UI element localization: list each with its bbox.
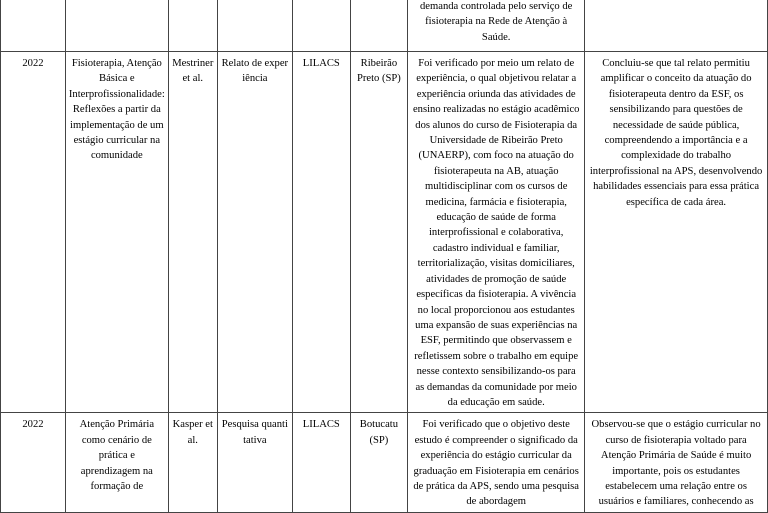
cell-conclusion: Concluiu-se que tal relato permitiu amplificar o conceito da atuação do fisioterapeuta dentro da ESF, os sensibilizando para questões de necessidade de saúde pública, compreendendo a importância e a complexidade do trabalho interprofissional na APS, desenvolvendo habilidades essenciais para essa prática específica de cada área. — [585, 52, 768, 413]
cell-title — [65, 0, 168, 52]
cell-type: Pesquisa quantitativa — [217, 413, 292, 513]
cell-type: Relato de experiência — [217, 52, 292, 413]
table-row — [1, 52, 768, 413]
table-row — [1, 0, 768, 52]
cell-author: Mestriner et al. — [168, 52, 217, 413]
cell-result: Foi verificado que o objetivo deste estudo é compreender o significado da experiência do estágio curricular da graduação em Fisioterapia em cenários de prática da APS, sendo uma pesquisa de abordagem — [408, 413, 585, 513]
cell-author — [168, 0, 217, 52]
cell-year — [1, 0, 66, 52]
cell-location: Ribeirão Preto (SP) — [350, 52, 408, 413]
cell-conclusion — [585, 0, 768, 52]
result-text: demanda controlada pelo serviço de fisioterapia na Rede de Atenção à Saúde. — [420, 1, 573, 43]
cell-database: LILACS — [292, 52, 350, 413]
cell-database — [292, 0, 350, 52]
cell-location — [350, 0, 408, 52]
cell-conclusion: Observou-se que o estágio curricular no curso de fisioterapia voltado para Atenção Primária de Saúde é muito importante, pois os estudantes estabelecem uma relação entre os usuários e familiares, conhecendo as — [585, 413, 768, 513]
cell-year: 2022 — [1, 413, 66, 513]
cell-result: Foi verificado por meio um relato de experiência, o qual objetivou relatar a experiência oriunda das atividades de ensino realizadas no estágio acadêmico dos alunos do curso de Fisioterapia da Universidade de Ribeirão Preto (UNAERP), com foco na atuação do fisioterapeuta na AB, atuação multidisciplinar com os cursos de medicina, farmácia e fisioterapia, educação de saúde de forma interprofissional e colaborativa, cadastro individual e familiar, territorialização, visitas domiciliares, atividades de promoção de saúde específicas da fisioterapia. A vivência no local proporcionou aos estudantes uma expansão de suas experiências na ESF, permitindo que observassem e refletissem sobre o trabalho em equipe nesse contexto sensibilizando-os para as demandas da comunidade por meio da educação em saúde. — [408, 52, 585, 413]
cell-location: Botucatu (SP) — [350, 413, 408, 513]
cell-year: 2022 — [1, 52, 66, 413]
cell-database: LILACS — [292, 413, 350, 513]
cell-result — [408, 0, 585, 52]
table-row — [1, 413, 768, 513]
cell-type — [217, 0, 292, 52]
cell-title: Fisioterapia, Atenção Básica e Interprofissionalidade: Reflexões a partir da implementação de um estágio curricular na comunidade — [65, 52, 168, 413]
cell-author: Kasper et al. — [168, 413, 217, 513]
cell-title: Atenção Primária como cenário de prática e aprendizagem na formação de — [65, 413, 168, 513]
